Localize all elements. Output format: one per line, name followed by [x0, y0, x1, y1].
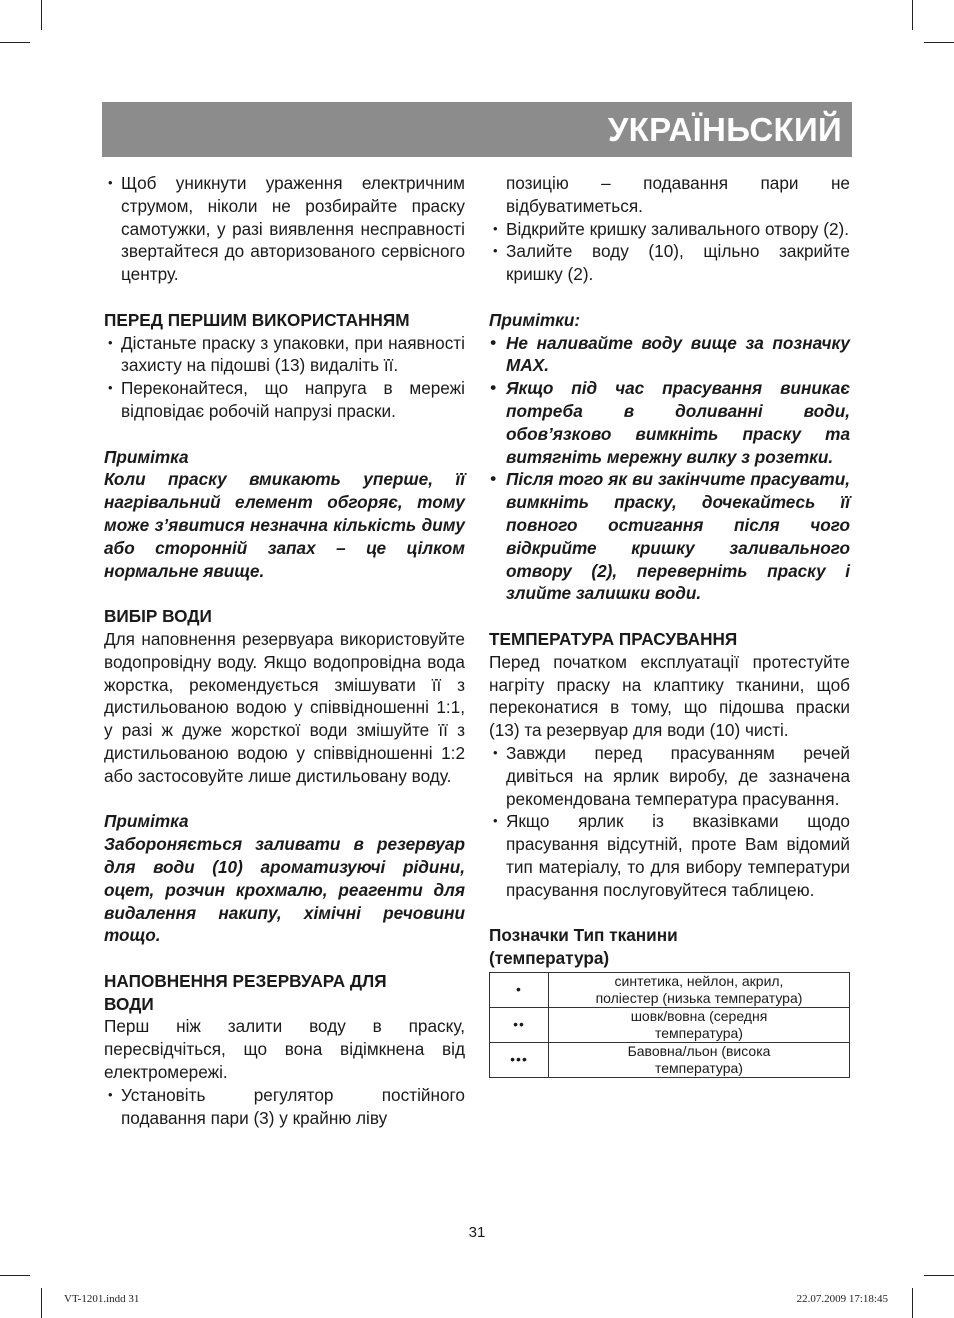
note-text: Забороняється заливати в резервуар для води (10) ароматизуючі рідини, оцет, розчин крохмалю, реагенти для видалення накипу, хімічні речовини тощо.	[104, 834, 465, 946]
list-item: • Якщо ярлик із вказівками щодо прасування відсутній, проте Вам відомий тип матеріалу, то для вибору температури прасування послуговуйтеся таблицею.	[489, 810, 850, 901]
fabric-type	[549, 1007, 850, 1042]
crop-mark	[924, 1275, 954, 1276]
note-heading: Примітка	[104, 811, 189, 832]
fill-list	[104, 1084, 465, 1130]
caption-line: (температура)	[489, 948, 610, 969]
print-slug-file: VT-1201.indd 31	[64, 1293, 140, 1305]
print-slug-date: 22.07.2009 17:18:45	[796, 1293, 888, 1305]
paragraph: Для наповнення резервуара використовуйте водопровідну воду. Якщо водопровідна вода жорстка, рекомендується змішувати її з дистильованою водою у співвідношенні 1:1, у разі ж дуже жорсткої води змішуйте її з дистильованою водою у співвідношенні 1:2 або застосовуйте лише дистильовану воду.	[104, 628, 465, 786]
desc-line: поліестер (низька температура)	[595, 989, 803, 1006]
list-item: • Переконайтеся, що напруга в мережі відповідає робочій напрузі праски.	[104, 377, 465, 423]
heading-line: НАПОВНЕННЯ РЕЗЕРВУАРА ДЛЯ	[104, 970, 387, 991]
list-item: • Установіть регулятор постійного подавання пари (3) у крайню ліву	[104, 1084, 465, 1130]
right-column	[489, 172, 850, 1078]
temperature-symbol: •	[490, 972, 549, 1007]
crop-mark	[41, 1288, 42, 1318]
list-item: • Якщо під час прасування виникає потреба в доливанні води, обов’язково вимкніть праску та витягніть мережну вилку з розетки.	[489, 377, 850, 468]
fabric-type	[549, 1042, 850, 1077]
crop-mark	[912, 0, 913, 30]
desc-line: Бавовна/льон (висока	[627, 1042, 771, 1059]
table-row	[490, 972, 850, 1007]
intro-list	[104, 172, 465, 286]
crop-mark	[41, 0, 42, 30]
desc-line: синтетика, нейлон, акрил,	[614, 972, 784, 989]
paragraph: Перед початком експлуатації протестуйте нагріту праску на клаптику тканини, щоб переконатися в тому, що підошва праски (13) та резервуар для води (10) чисті.	[489, 651, 850, 741]
section-heading: ВИБІР ВОДИ	[104, 606, 212, 627]
crop-mark	[0, 1275, 30, 1276]
crop-mark	[912, 1288, 913, 1318]
paragraph: позицію – подавання пари не відбуватиметься.	[506, 173, 850, 216]
paragraph: Перш ніж залити воду в праску, пересвідчіться, що вона відімкнена від електромережі.	[104, 1016, 465, 1083]
table-row	[490, 1007, 850, 1042]
note-heading: Примітки:	[489, 309, 581, 330]
list-item: • Відкрийте кришку заливального отвору (2).	[489, 218, 850, 241]
note-heading: Примітка	[104, 446, 189, 467]
left-column	[104, 172, 465, 1129]
fabric-type	[549, 972, 850, 1007]
page-number: 31	[468, 1224, 486, 1241]
list-item: • Після того як ви закінчите прасувати, вимкніть праску, дочекайтесь її повного остигання після чого відкрийте кришку заливального отвору (2), переверніть праску і злийте залишки води.	[489, 468, 850, 605]
list-item: • Щоб уникнути ураження електричним струмом, ніколи не розбирайте праску самотужки, у разі виявлення несправності звертайтеся до авторизованого сервісного центру.	[104, 172, 465, 286]
section-heading: ПЕРЕД ПЕРШИМ ВИКОРИСТАННЯМ	[104, 309, 410, 330]
fill-steps-list	[489, 218, 850, 286]
section-heading: ТЕМПЕРАТУРА ПРАСУВАННЯ	[489, 628, 738, 649]
temperature-symbol: •••	[490, 1042, 549, 1077]
list-item: • Не наливайте воду вище за позначку MAX.	[489, 332, 850, 378]
note-text: Коли праску вмикають уперше, її нагрівальний елемент обгоряє, тому може з’явитися незначна кількість диму або сторонній запах – це цілком нормальне явище.	[104, 469, 465, 581]
table-caption	[489, 924, 850, 970]
temperature-symbol: ••	[490, 1007, 549, 1042]
crop-mark	[0, 42, 30, 43]
notes-list	[489, 332, 850, 606]
list-item: • Завжди перед прасуванням речей дивіться на ярлик виробу, де зазначена рекомендована температура прасування.	[489, 742, 850, 810]
language-header-bar	[102, 102, 852, 157]
page-title: УКРАЇНЬСКИЙ	[607, 111, 842, 148]
fabric-temperature-table	[489, 972, 850, 1078]
before-use-list	[104, 332, 465, 423]
crop-mark	[924, 42, 954, 43]
desc-line: температура)	[655, 1024, 743, 1041]
table-row	[490, 1042, 850, 1077]
desc-line: шовк/вовна (середня	[630, 1007, 768, 1024]
list-item: • Дістаньте праску з упаковки, при наявності захисту на підошві (13) видаліть її.	[104, 332, 465, 378]
section-heading	[104, 970, 465, 1016]
desc-line: температура)	[655, 1059, 743, 1076]
heading-line: ВОДИ	[104, 993, 154, 1014]
list-item: • Залийте воду (10), щільно закрийте кришку (2).	[489, 240, 850, 286]
caption-line: Позначки Тип тканини	[489, 925, 678, 946]
temperature-list	[489, 742, 850, 902]
